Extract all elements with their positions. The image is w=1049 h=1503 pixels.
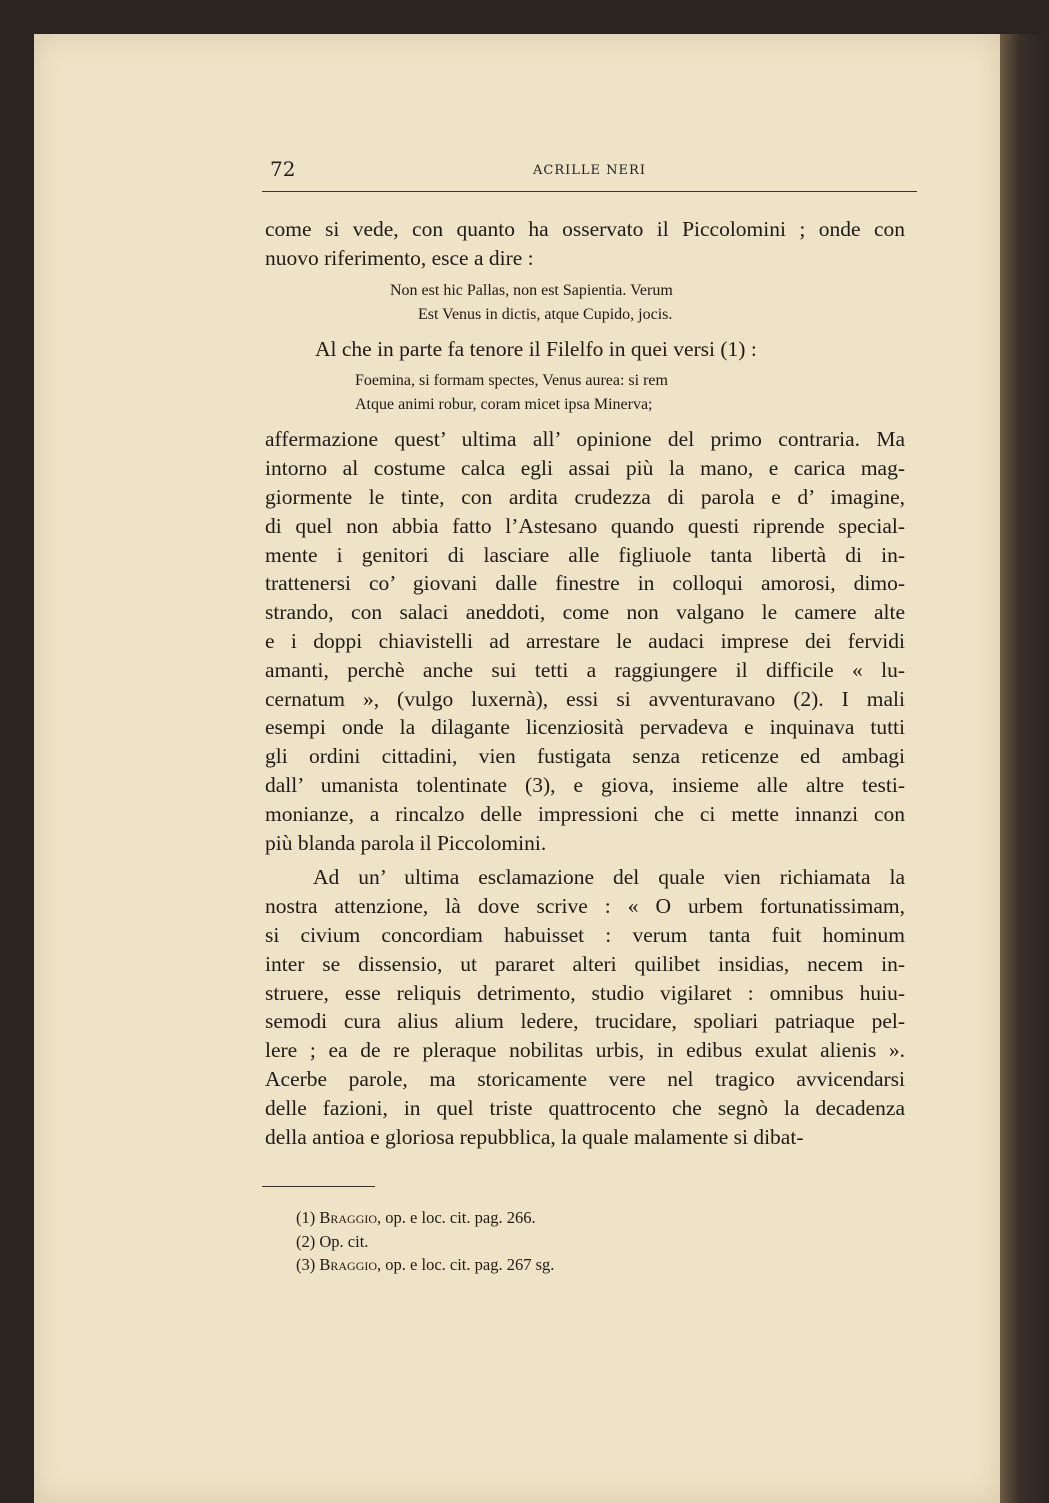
verse-line: Foemina, si formam spectes, Venus aurea: si rem (355, 372, 668, 390)
text-line: amanti, perchè anche sui tetti a raggiungere il difficile « lu- (265, 657, 905, 682)
paragraph-4 (265, 863, 905, 1151)
verse-line: Est Venus in dictis, atque Cupido, jocis. (418, 305, 673, 323)
body-text (265, 215, 905, 1151)
footnote-author: Braggio (319, 1255, 378, 1274)
verse-line: Atque animi robur, coram micet ipsa Minerva; (355, 396, 653, 414)
text-line: Al che in parte fa tenore il Filelfo in quei versi (1) : (315, 336, 757, 361)
text-line: inter se dissensio, ut pararet alteri quilibet insidias, necem in- (265, 951, 905, 976)
text-line: dall’ umanista tolentinate (3), e giova, insieme alle altre testi- (265, 772, 905, 797)
footnote-text: Op. cit. (319, 1231, 369, 1251)
text-line: come si vede, con quanto ha osservato il Piccolomini ; onde con (265, 217, 905, 241)
text-line: nostra attenzione, là dove scrive : « O urbem fortunatissimam, (265, 894, 905, 919)
footnote-1 (296, 1206, 554, 1230)
text-line: nuovo riferimento, esce a dire : (265, 245, 534, 270)
footnote-2 (296, 1230, 554, 1254)
page-number: 72 (270, 157, 296, 181)
text-line: e i doppi chiavistelli ad arrestare le audaci imprese dei fervidi (265, 628, 905, 653)
text-line: cernatum », (vulgo luxernà), essi si avventuravano (2). I mali (265, 686, 905, 711)
footnote-author: Braggio (319, 1208, 378, 1227)
verse-quote-1 (265, 279, 905, 327)
text-line: delle fazioni, in quel triste quattrocento che segnò la decadenza (265, 1095, 905, 1120)
page-edge-shadow (1000, 34, 1049, 1503)
text-line: della antioa e gloriosa repubblica, la quale malamente si dibat- (265, 1124, 804, 1149)
text-line: gli ordini cittadini, vien fustigata senza reticenze ed ambagi (265, 744, 905, 769)
running-title: ACRILLE NERI (533, 163, 646, 178)
footnotes (296, 1206, 554, 1277)
footnote-mark: (2) (296, 1231, 316, 1251)
verse-line: Non est hic Pallas, non est Sapientia. Verum (390, 281, 673, 299)
text-line: struere, esse reliquis detrimento, studio vigilaret : omnibus huiu- (265, 980, 905, 1005)
text-line: semodi cura alius alium ledere, trucidare, spoliari patriaque pel- (265, 1009, 905, 1034)
text-line: esempi onde la dilagante licenziosità pervadeva e inquinava tutti (265, 715, 905, 740)
footnote-3 (296, 1253, 554, 1277)
text-line: Ad un’ ultima esclamazione del quale vien richiamata la (313, 865, 905, 890)
text-line: si civium concordiam habuisset : verum tanta fuit hominum (265, 922, 905, 947)
footnote-mark: (3) (296, 1255, 316, 1274)
paragraph-3 (265, 425, 905, 857)
page-header (262, 155, 917, 192)
text-line: lere ; ea de re pleraque nobilitas urbis, in edibus exulat alienis ». (265, 1038, 905, 1063)
verse-quote-2 (265, 369, 905, 417)
text-line: trattenersi co’ giovani dalle finestre in colloqui amorosi, dimo- (265, 571, 905, 596)
footnote-text: , op. e loc. cit. pag. 267 sg. (377, 1255, 555, 1274)
text-line: Acerbe parole, ma storicamente vere nel tragico avvicendarsi (265, 1066, 905, 1091)
text-line: di quel non abbia fatto l’Astesano quando questi riprende special- (265, 513, 905, 538)
footnote-mark: (1) (296, 1208, 316, 1227)
text-line: affermazione quest’ ultima all’ opinione del primo contraria. Ma (265, 427, 905, 452)
footnote-text: , op. e loc. cit. pag. 266. (377, 1208, 536, 1227)
text-line: monianze, a rincalzo delle impressioni che ci mette innanzi con (265, 801, 905, 826)
text-line: strando, con salaci aneddoti, come non valgano le camere alte (265, 600, 905, 625)
text-line: più blanda parola il Piccolomini. (265, 830, 547, 855)
footnote-separator (262, 1186, 375, 1187)
text-line: intorno al costume calca egli assai più la mano, e carica mag- (265, 456, 905, 481)
paragraph-1 (265, 215, 905, 273)
text-line: giormente le tinte, con ardita crudezza di parola e d’ imagine, (265, 484, 905, 509)
text-line: mente i genitori di lasciare alle figliuole tanta libertà di in- (265, 542, 905, 567)
